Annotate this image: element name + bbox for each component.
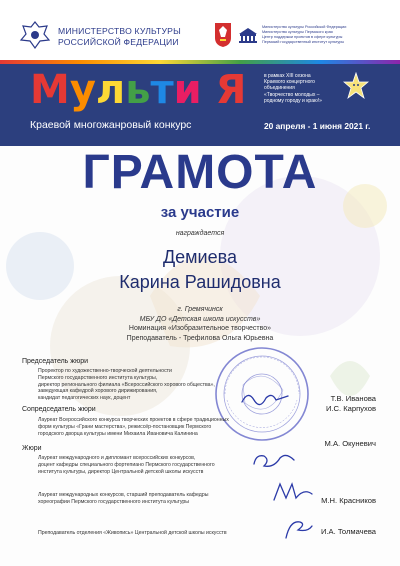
jury-chair-name: Т.В. Иванова (330, 394, 376, 403)
contest-logo (30, 68, 246, 112)
recipient-school: МБУ ДО «Детская школа искусств» (139, 315, 261, 323)
rainbow-stripe (0, 60, 400, 64)
jury-label: Жюри (22, 445, 42, 452)
ministry-name: МИНИСТЕРСТВО КУЛЬТУРЫ РОССИЙСКОЙ ФЕДЕРАЦИИ (58, 26, 181, 47)
jury-cochair-label: Сопредседатель жюри (22, 406, 96, 413)
logo-letter: л (95, 67, 126, 113)
perm-crest-icon (214, 22, 232, 48)
jury-chair-desc: Проректор по художественно-творческой деятельности Пермского государственного института культуры, директор регионального филиала «Всероссийского хорового общества», заведующая кафедрой хорового дирижирования, кандидат педагогических наук, доцент (38, 368, 215, 402)
jury-cochair-desc: Лауреат Всероссийского конкурса творческих проектов в сфере традиционных форм культуры «Грани мастерства», режиссёр-постановщик Пермского городского дворца культуры имени Михаила Ивановича Калинина (38, 417, 229, 437)
jury-member2-desc: Лауреат международных конкурсов, старший преподаватель кафедры хореографии Пермского государственного института культуры (38, 492, 209, 505)
header (0, 0, 400, 60)
logo-letter: Я (215, 67, 247, 113)
logo-letter: и (173, 67, 202, 113)
chair-signature (240, 388, 290, 408)
teacher: Преподаватель - Трефилова Ольга Юрьевна (126, 334, 274, 342)
jury-member2-name: М.Н. Красников (321, 496, 376, 505)
member1-signature (250, 448, 300, 472)
recipient-details (0, 305, 400, 343)
contest-dates: 20 апреля - 1 июня 2021 г. (264, 121, 371, 131)
logo-letter: М (30, 67, 70, 113)
jury-chair-label: Председатель жюри (22, 358, 89, 365)
awarded-label: награждается (175, 230, 225, 237)
logo-letter: т (150, 67, 174, 113)
contest-name: Краевой многожанровый конкурс (30, 119, 192, 131)
member2-signature (270, 478, 316, 506)
logo-letter: ь (125, 67, 151, 113)
institute-building-icon (238, 27, 258, 43)
logo-letter (202, 68, 216, 112)
star-mascot-icon (343, 72, 369, 100)
jury-cochair-name: И.С. Карпухов (325, 404, 376, 413)
logo-letter: у (69, 67, 96, 113)
certificate-title: ГРАМОТА (82, 146, 318, 199)
member3-signature (280, 516, 316, 542)
jury-member1-desc: Лауреат международного и дипломант всероссийских конкурсов, доцент кафедры специального фортепиано Пермского государственного института культуры, директор Центральной детской школы искусств (38, 455, 215, 475)
jury-member3-name: И.А. Толмачева (320, 527, 376, 536)
organizers-list: Министерство культуры Российской Федерации Министерство культуры Пермского края Центр поддержки проектов в сфере культуры Пермский государственный институт культуры (262, 25, 347, 44)
recipient-city: г. Гремячинск (177, 306, 223, 313)
jury-member3-desc: Преподаватель отделения «Живопись» Центральной детской школы искусств (38, 530, 227, 536)
recipient-surname: Демиева (162, 247, 237, 267)
nomination: Номинация «Изобразительное творчество» (128, 325, 272, 332)
season-note: в рамках XIII сезона Краевого концертного объединения «Творчество молодых – родному городу и краю!» (264, 73, 322, 104)
recipient-given-names: Карина Рашидовна (119, 272, 281, 292)
ministry-emblem-icon (18, 20, 52, 50)
certificate-subtitle: за участие (160, 204, 240, 221)
jury-member1-name: М.А. Окуневич (324, 439, 376, 448)
